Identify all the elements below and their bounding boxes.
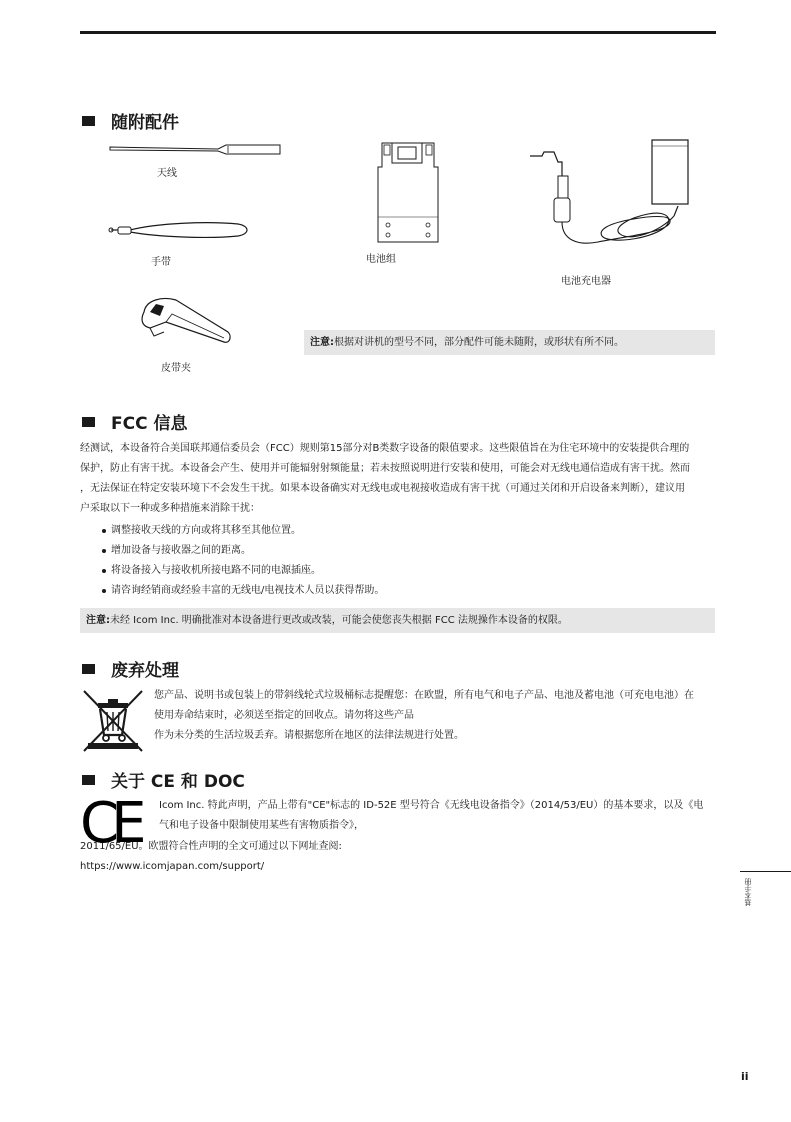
accessories-note bbox=[304, 330, 715, 355]
paragraph-line: 户采取以下一种或多种措施来消除干扰： bbox=[80, 503, 260, 514]
side-tab bbox=[740, 871, 791, 914]
ce-paragraph-top bbox=[159, 796, 703, 836]
section-title: 关于 CE 和 DOC bbox=[111, 772, 245, 792]
side-tab-label: 基本手册 bbox=[744, 878, 752, 906]
antenna-illustration bbox=[108, 142, 283, 158]
note-label: 注意: bbox=[310, 337, 334, 348]
paragraph-line: 保护，防止有害干扰。本设备会产生、使用并可能辐射射频能量；若未按照说明进行安装和使用，可能会对无线电通信造成有害干扰。然而 bbox=[80, 463, 690, 474]
disposal-paragraph bbox=[154, 686, 694, 746]
battery-pack-label: 电池组 bbox=[366, 254, 396, 265]
crossed-out-wheelie-bin-icon bbox=[80, 689, 145, 753]
note-label: 注意: bbox=[86, 615, 110, 626]
section-title: FCC 信息 bbox=[111, 414, 188, 434]
belt-clip-label: 皮带夹 bbox=[161, 363, 191, 374]
section-heading-accessories bbox=[82, 108, 179, 133]
heading-square-icon bbox=[82, 775, 95, 785]
belt-clip-illustration bbox=[136, 292, 236, 350]
page-number: ii bbox=[741, 1070, 749, 1083]
hand-strap-illustration bbox=[108, 220, 253, 242]
section-heading-fcc bbox=[82, 409, 187, 434]
section-title: 废弃处理 bbox=[111, 661, 179, 681]
note-text: 未经 Icom Inc. 明确批准对本设备进行更改或改装，可能会使您丧失根据 FCC 法规操作本设备的权限。 bbox=[110, 615, 568, 626]
paragraph-line: 您产品、说明书或包装上的带斜线轮式垃圾桶标志提醒您：在欧盟，所有电气和电子产品、电池及蓄电池（可充电电池）在 bbox=[154, 690, 694, 701]
paragraph-line: 气和电子设备中限制使用某些有害物质指令》， bbox=[159, 820, 364, 831]
note-text: 根据对讲机的型号不同，部分配件可能未随附，或形状有所不同。 bbox=[334, 337, 624, 348]
website-url: https://www.icomjapan.com/support/ bbox=[80, 861, 265, 872]
list-item: 增加设备与接收器之间的距离。 bbox=[100, 541, 384, 561]
battery-pack-illustration bbox=[372, 137, 444, 245]
ce-mark-text: CE bbox=[80, 791, 139, 856]
hand-strap-label: 手带 bbox=[151, 257, 171, 268]
antenna-label: 天线 bbox=[157, 168, 177, 179]
paragraph-line: ，无法保证在特定安装环境下不会发生干扰。如果本设备确实对无线电或电视接收造成有害干扰（可通过关闭和开启设备来判断），建议用 bbox=[80, 483, 685, 494]
list-item: 将设备接入与接收机所接电路不同的电源插座。 bbox=[100, 561, 384, 581]
top-rule bbox=[80, 31, 716, 34]
heading-square-icon bbox=[82, 417, 95, 427]
list-item: 调整接收天线的方向或将其移至其他位置。 bbox=[100, 521, 384, 541]
fcc-note bbox=[80, 608, 715, 633]
paragraph-line: 使用寿命结束时，必须送至指定的回收点。请勿将这些产品 bbox=[154, 710, 414, 721]
paragraph-line: Icom Inc. 特此声明，产品上带有"CE"标志的 ID-52E 型号符合《无线电设备指令》（2014/53/EU）的基本要求，以及《电 bbox=[159, 800, 704, 811]
ce-marking-icon bbox=[80, 791, 146, 856]
paragraph-line: 2011/65/EU。欧盟符合性声明的全文可通过以下网址查阅: bbox=[80, 841, 342, 852]
paragraph-line: 经测试，本设备符合美国联邦通信委员会（FCC）规则第15部分对B类数字设备的限值要求。这些限值旨在为住宅环境中的安装提供合理的 bbox=[80, 443, 690, 454]
fcc-measures-list bbox=[100, 521, 384, 601]
heading-square-icon bbox=[82, 664, 95, 674]
paragraph-line: 作为未分类的生活垃圾丢弃。请根据您所在地区的法律法规进行处置。 bbox=[154, 730, 464, 741]
fcc-paragraph bbox=[80, 439, 690, 519]
heading-square-icon bbox=[82, 116, 95, 126]
section-title: 随附配件 bbox=[111, 113, 179, 133]
section-heading-ce-doc bbox=[82, 767, 245, 792]
battery-charger-illustration bbox=[528, 136, 693, 254]
list-item: 请咨询经销商或经验丰富的无线电/电视技术人员以获得帮助。 bbox=[100, 581, 384, 601]
section-heading-disposal bbox=[82, 656, 179, 681]
battery-charger-label: 电池充电器 bbox=[561, 276, 611, 287]
